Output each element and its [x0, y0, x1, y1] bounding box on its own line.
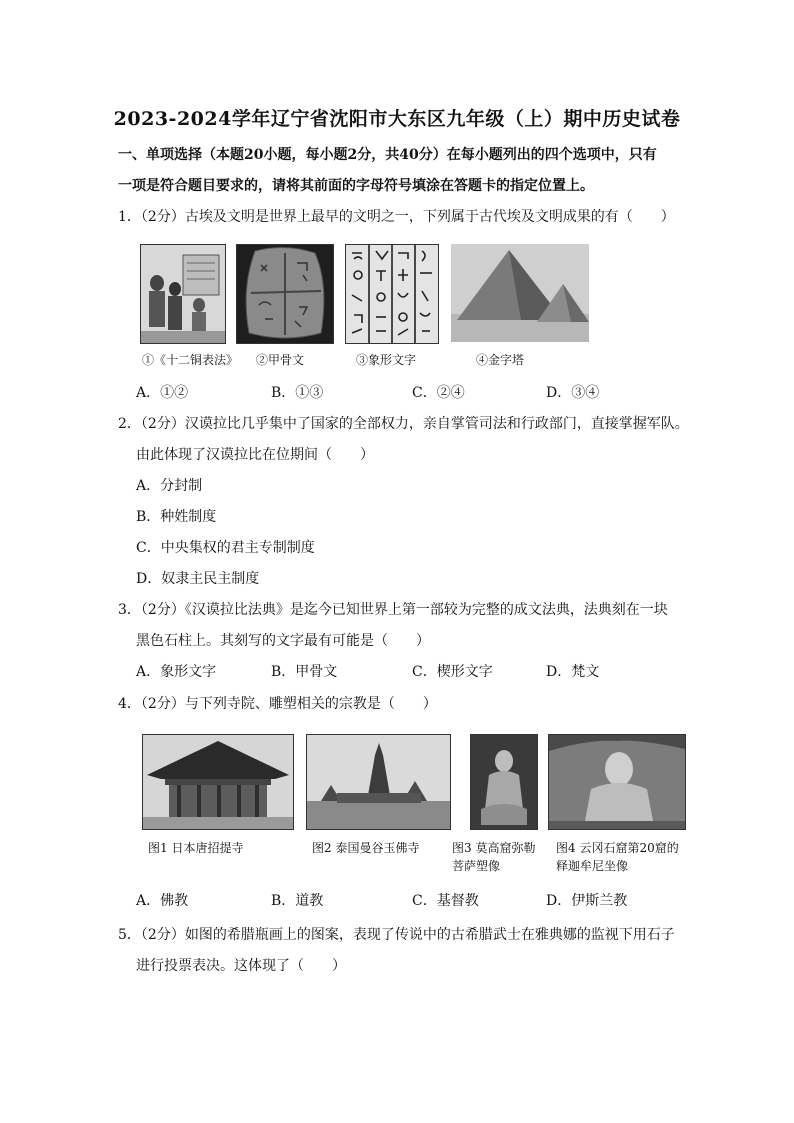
q2-option-d: D．奴隶主民主制度	[136, 571, 260, 587]
q4-option-d: D．伊斯兰教	[546, 893, 628, 909]
q2-option-c: C．中央集权的君主专制制度	[136, 540, 315, 556]
toshodaiji-temple-image	[142, 734, 294, 830]
q1-caption-3: ③象形文字	[356, 353, 417, 367]
emerald-buddha-temple-image	[306, 734, 451, 830]
twelve-tables-image	[140, 244, 226, 344]
q4-caption-2: 图2 泰国曼谷玉佛寺	[312, 841, 420, 855]
q2-option-a: A．分封制	[136, 478, 203, 494]
q1-option-d: D．③④	[546, 385, 600, 401]
page-title: 2023-2024学年辽宁省沈阳市大东区九年级（上）期中历史试卷	[113, 108, 681, 130]
question-3-stem-line1: 3．（2分）《汉谟拉比法典》是迄今已知世界上第一部较为完整的成文法典，法典刻在一块	[118, 602, 668, 618]
section-instruction-line2: 一项是符合题目要求的，请将其前面的字母符号填涂在答题卡的指定位置上。	[118, 178, 594, 194]
q1-caption-2: ②甲骨文	[256, 353, 305, 367]
oracle-bone-image	[236, 244, 334, 344]
q3-option-a: A．象形文字	[136, 664, 217, 680]
q4-caption-3: 图3 莫高窟弥勒菩萨塑像	[452, 841, 536, 873]
q1-caption-4: ④金字塔	[476, 353, 525, 367]
q1-option-a: A．①②	[136, 385, 189, 401]
q1-caption-1: ①《十二铜表法》	[142, 353, 239, 367]
q3-option-d: D．梵文	[546, 664, 600, 680]
q4-option-a: A．佛教	[136, 893, 189, 909]
section-instruction-line1: 一、单项选择（本题20小题，每小题2分，共40分）在每小题列出的四个选项中，只有	[118, 147, 657, 163]
q4-option-b: B．道教	[271, 893, 324, 909]
question-4-stem: 4．（2分）与下列寺院、雕塑相关的宗教是（ ）	[118, 696, 437, 712]
question-5-stem-line1: 5．（2分）如图的希腊瓶画上的图案，表现了传说中的古希腊武士在雅典娜的监视下用石子	[118, 927, 675, 943]
q1-option-c: C．②④	[412, 385, 465, 401]
q2-option-b: B．种姓制度	[136, 509, 217, 525]
q1-option-b: B．①③	[271, 385, 324, 401]
pyramid-image	[451, 244, 589, 342]
yungang-buddha-image	[548, 734, 686, 830]
question-1-stem: 1．（2分）古埃及文明是世界上最早的文明之一，下列属于古代埃及文明成果的有（ ）	[118, 209, 675, 225]
question-5-stem-line2: 进行投票表决。这体现了（ ）	[136, 958, 346, 974]
hieroglyph-image	[345, 244, 439, 344]
q4-caption-1: 图1 日本唐招提寺	[148, 841, 244, 855]
q4-caption-4: 图4 云冈石窟第20窟的释迦牟尼坐像	[556, 841, 679, 873]
maitreya-statue-image	[470, 734, 538, 830]
q3-option-b: B．甲骨文	[271, 664, 338, 680]
q3-option-c: C．楔形文字	[412, 664, 493, 680]
question-3-stem-line2: 黑色石柱上。其刻写的文字最有可能是（ ）	[136, 633, 430, 649]
q4-option-c: C．基督教	[412, 893, 479, 909]
question-2-stem-line1: 2．（2分）汉谟拉比几乎集中了国家的全部权力，亲自掌管司法和行政部门，直接掌握军队。	[118, 416, 689, 432]
question-2-stem-line2: 由此体现了汉谟拉比在位期间（ ）	[136, 447, 374, 463]
